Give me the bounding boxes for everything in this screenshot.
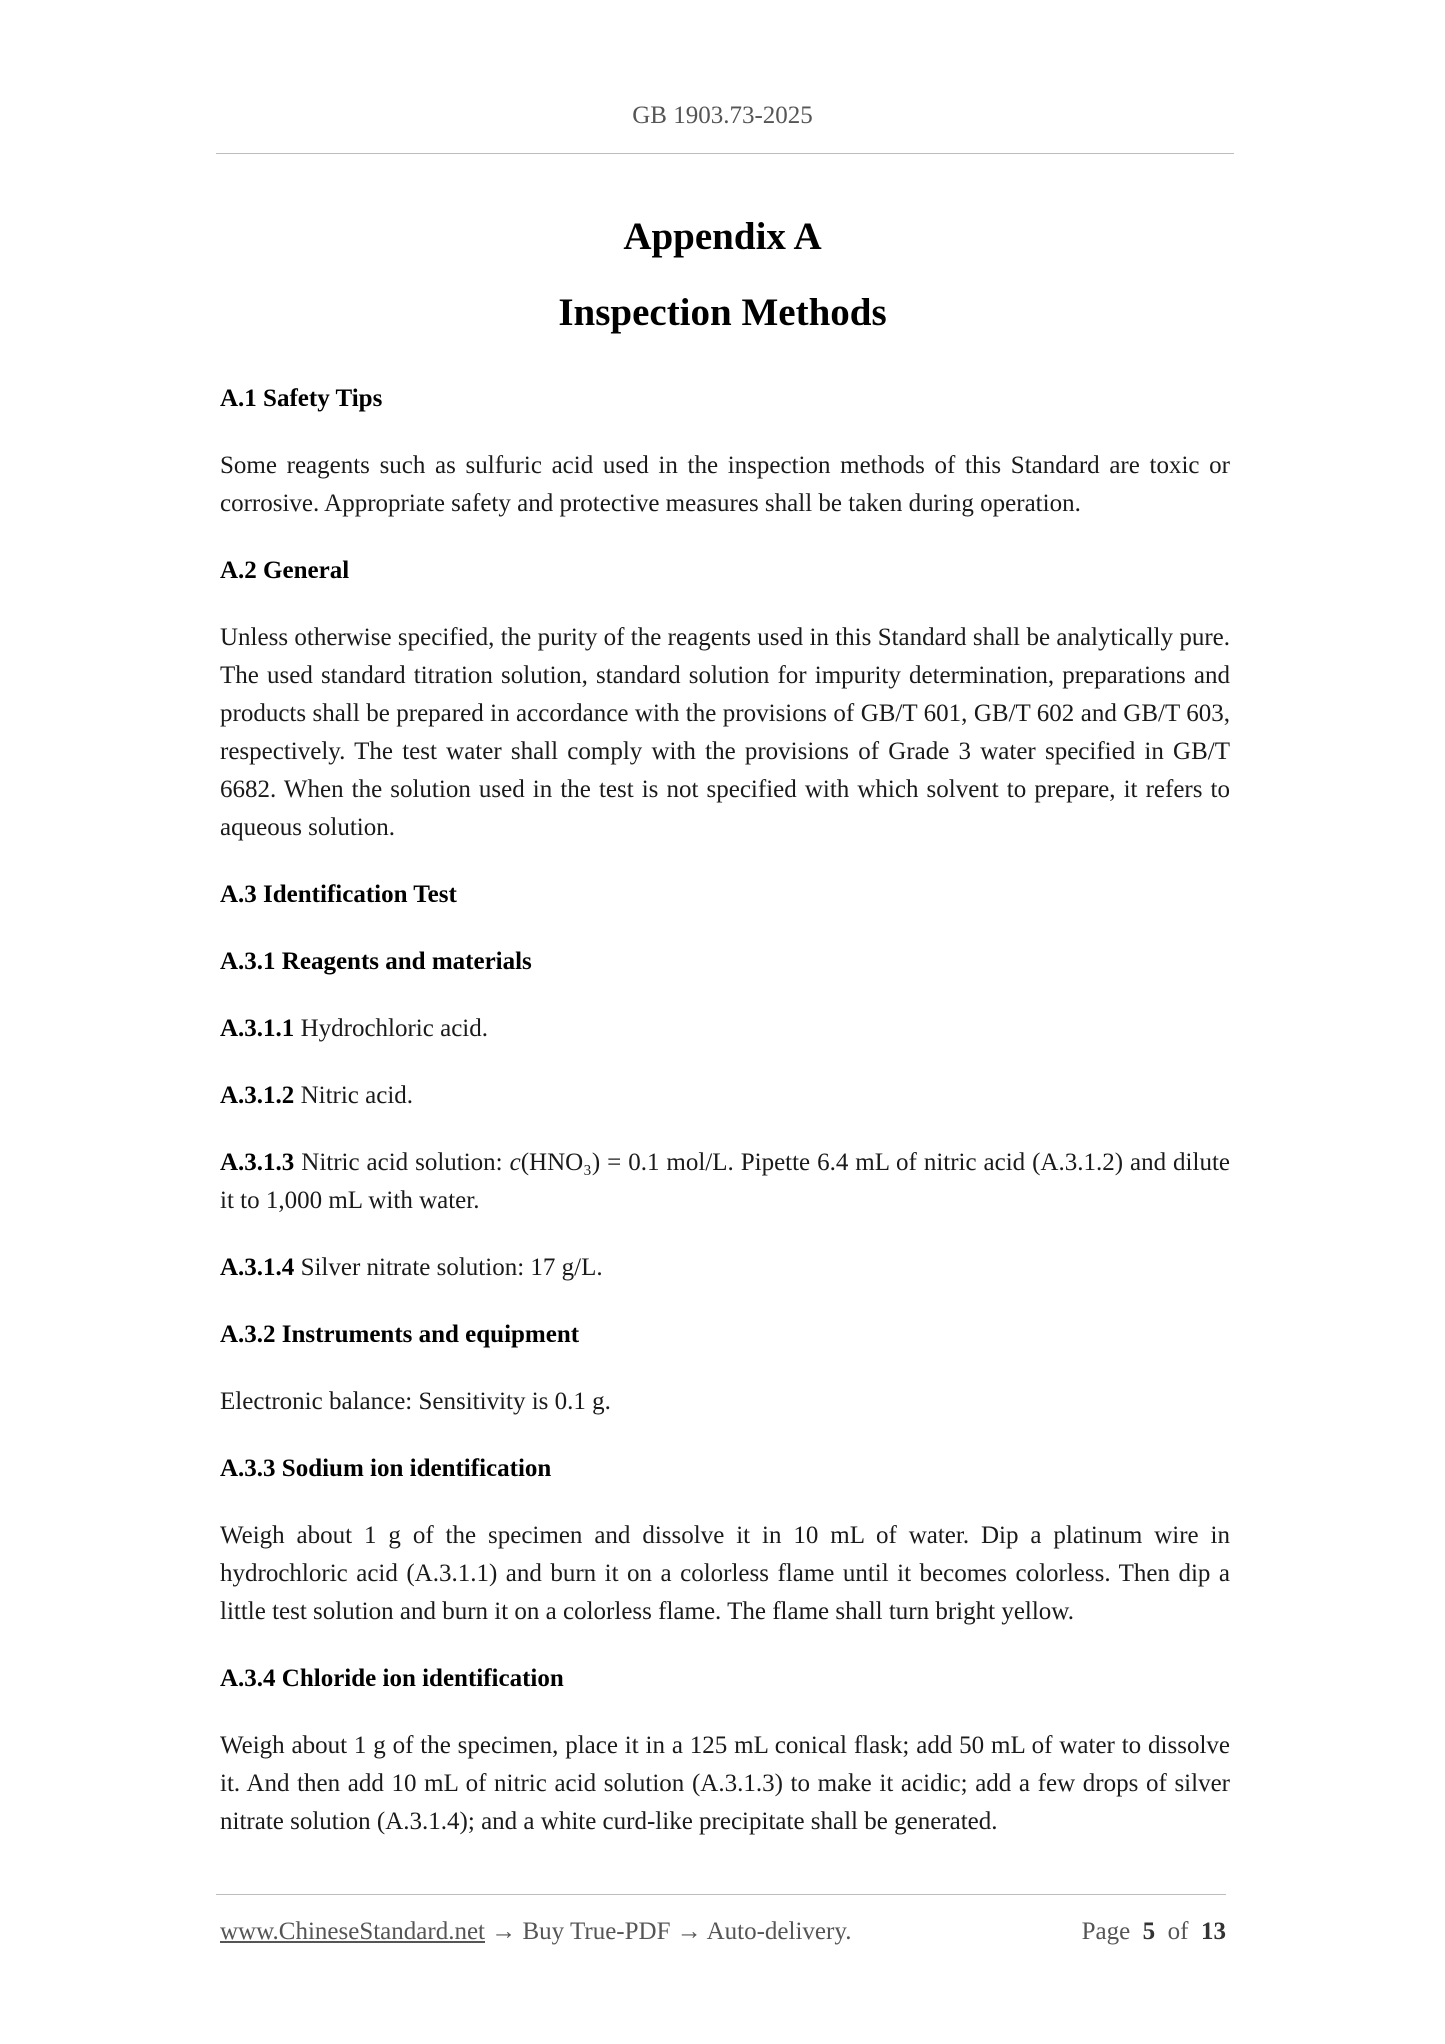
reagent-item-a3-1-4 (220, 1249, 1230, 1287)
page-footer (220, 1918, 1226, 1946)
section-body-a32: Electronic balance: Sensitivity is 0.1 g. (220, 1388, 611, 1415)
appendix-subtitle: Inspection Methods (558, 291, 887, 334)
section-heading-a33: A.3.3 Sodium ion identification (220, 1455, 552, 1482)
item-number: A.3.1.4 (220, 1254, 295, 1281)
reagent-item-a3-1-1 (220, 1010, 1230, 1048)
concentration-symbol: c (509, 1149, 521, 1176)
page-total: 13 (1201, 1918, 1226, 1945)
section-heading-a32: A.3.2 Instruments and equipment (220, 1321, 580, 1348)
section-heading-a31: A.3.1 Reagents and materials (220, 948, 532, 975)
section-body-a33: Weigh about 1 g of the specimen and dissolve it in 10 mL of water. Dip a platinum wire in hydrochloric acid (A.3.1.1) and burn it on a colorless flame until it becomes colorless. Then dip a little test solution and burn it on a colorless flame. The flame shall turn bright yellow. (220, 1522, 1230, 1625)
page-indicator (1082, 1918, 1226, 1946)
section-body-a34: Weigh about 1 g of the specimen, place it in a 125 mL conical flask; add 50 mL of water to dissolve it. And then add 10 mL of nitric acid solution (A.3.1.3) to make it acidic; add a few drops of silver nitrate solution (A.3.1.4); and a white curd-like precipitate shall be generated. (220, 1732, 1230, 1835)
section-heading-a1: A.1 Safety Tips (220, 385, 383, 412)
section-body-a1: Some reagents such as sulfuric acid used in the inspection methods of this Standard are toxic or corrosive. Appropriate safety and protective measures shall be taken during operation. (220, 452, 1230, 517)
item-text: Silver nitrate solution: 17 g/L. (294, 1254, 603, 1281)
item-number: A.3.1.1 (220, 1015, 295, 1042)
page-label: Page (1081, 1918, 1131, 1945)
item-text: Nitric acid. (294, 1082, 414, 1109)
item-text: Hydrochloric acid. (294, 1015, 488, 1042)
page-header: GB 1903.73-2025 (632, 102, 813, 129)
footer-divider (216, 1894, 1226, 1895)
section-heading-a2: A.2 General (220, 557, 350, 584)
item-text-before: Nitric acid solution: (294, 1149, 510, 1176)
header-divider (216, 153, 1234, 154)
item-number: A.3.1.3 (220, 1149, 295, 1176)
footer-tagline: → Buy True-PDF → Auto-delivery. (485, 1918, 852, 1945)
section-heading-a3: A.3 Identification Test (220, 881, 457, 908)
website-link[interactable]: www.ChineseStandard.net (220, 1918, 485, 1945)
item-text-after: (HNO₃) = 0.1 mol/L. Pipette 6.4 mL of nitric acid (A.3.1.2) and dilute it to 1,000 mL with water. (220, 1149, 1230, 1214)
section-heading-a34: A.3.4 Chloride ion identification (220, 1665, 564, 1692)
section-body-a2: Unless otherwise specified, the purity of the reagents used in this Standard shall be analytically pure. The used standard titration solution, standard solution for impurity determination, preparations and products shall be prepared in accordance with the provisions of GB/T 601, GB/T 602 and GB/T 603, respectively. The test water shall comply with the provisions of Grade 3 water specified in GB/T 6682. When the solution used in the test is not specified with which solvent to prepare, it refers to aqueous solution. (220, 624, 1230, 841)
main-content (220, 380, 1230, 1870)
reagent-item-a3-1-3 (220, 1144, 1230, 1220)
item-number: A.3.1.2 (220, 1082, 295, 1109)
reagent-item-a3-1-2 (220, 1077, 1230, 1115)
appendix-title: Appendix A (623, 215, 822, 258)
page-of: of (1167, 1918, 1189, 1945)
page-current: 5 (1142, 1918, 1156, 1945)
